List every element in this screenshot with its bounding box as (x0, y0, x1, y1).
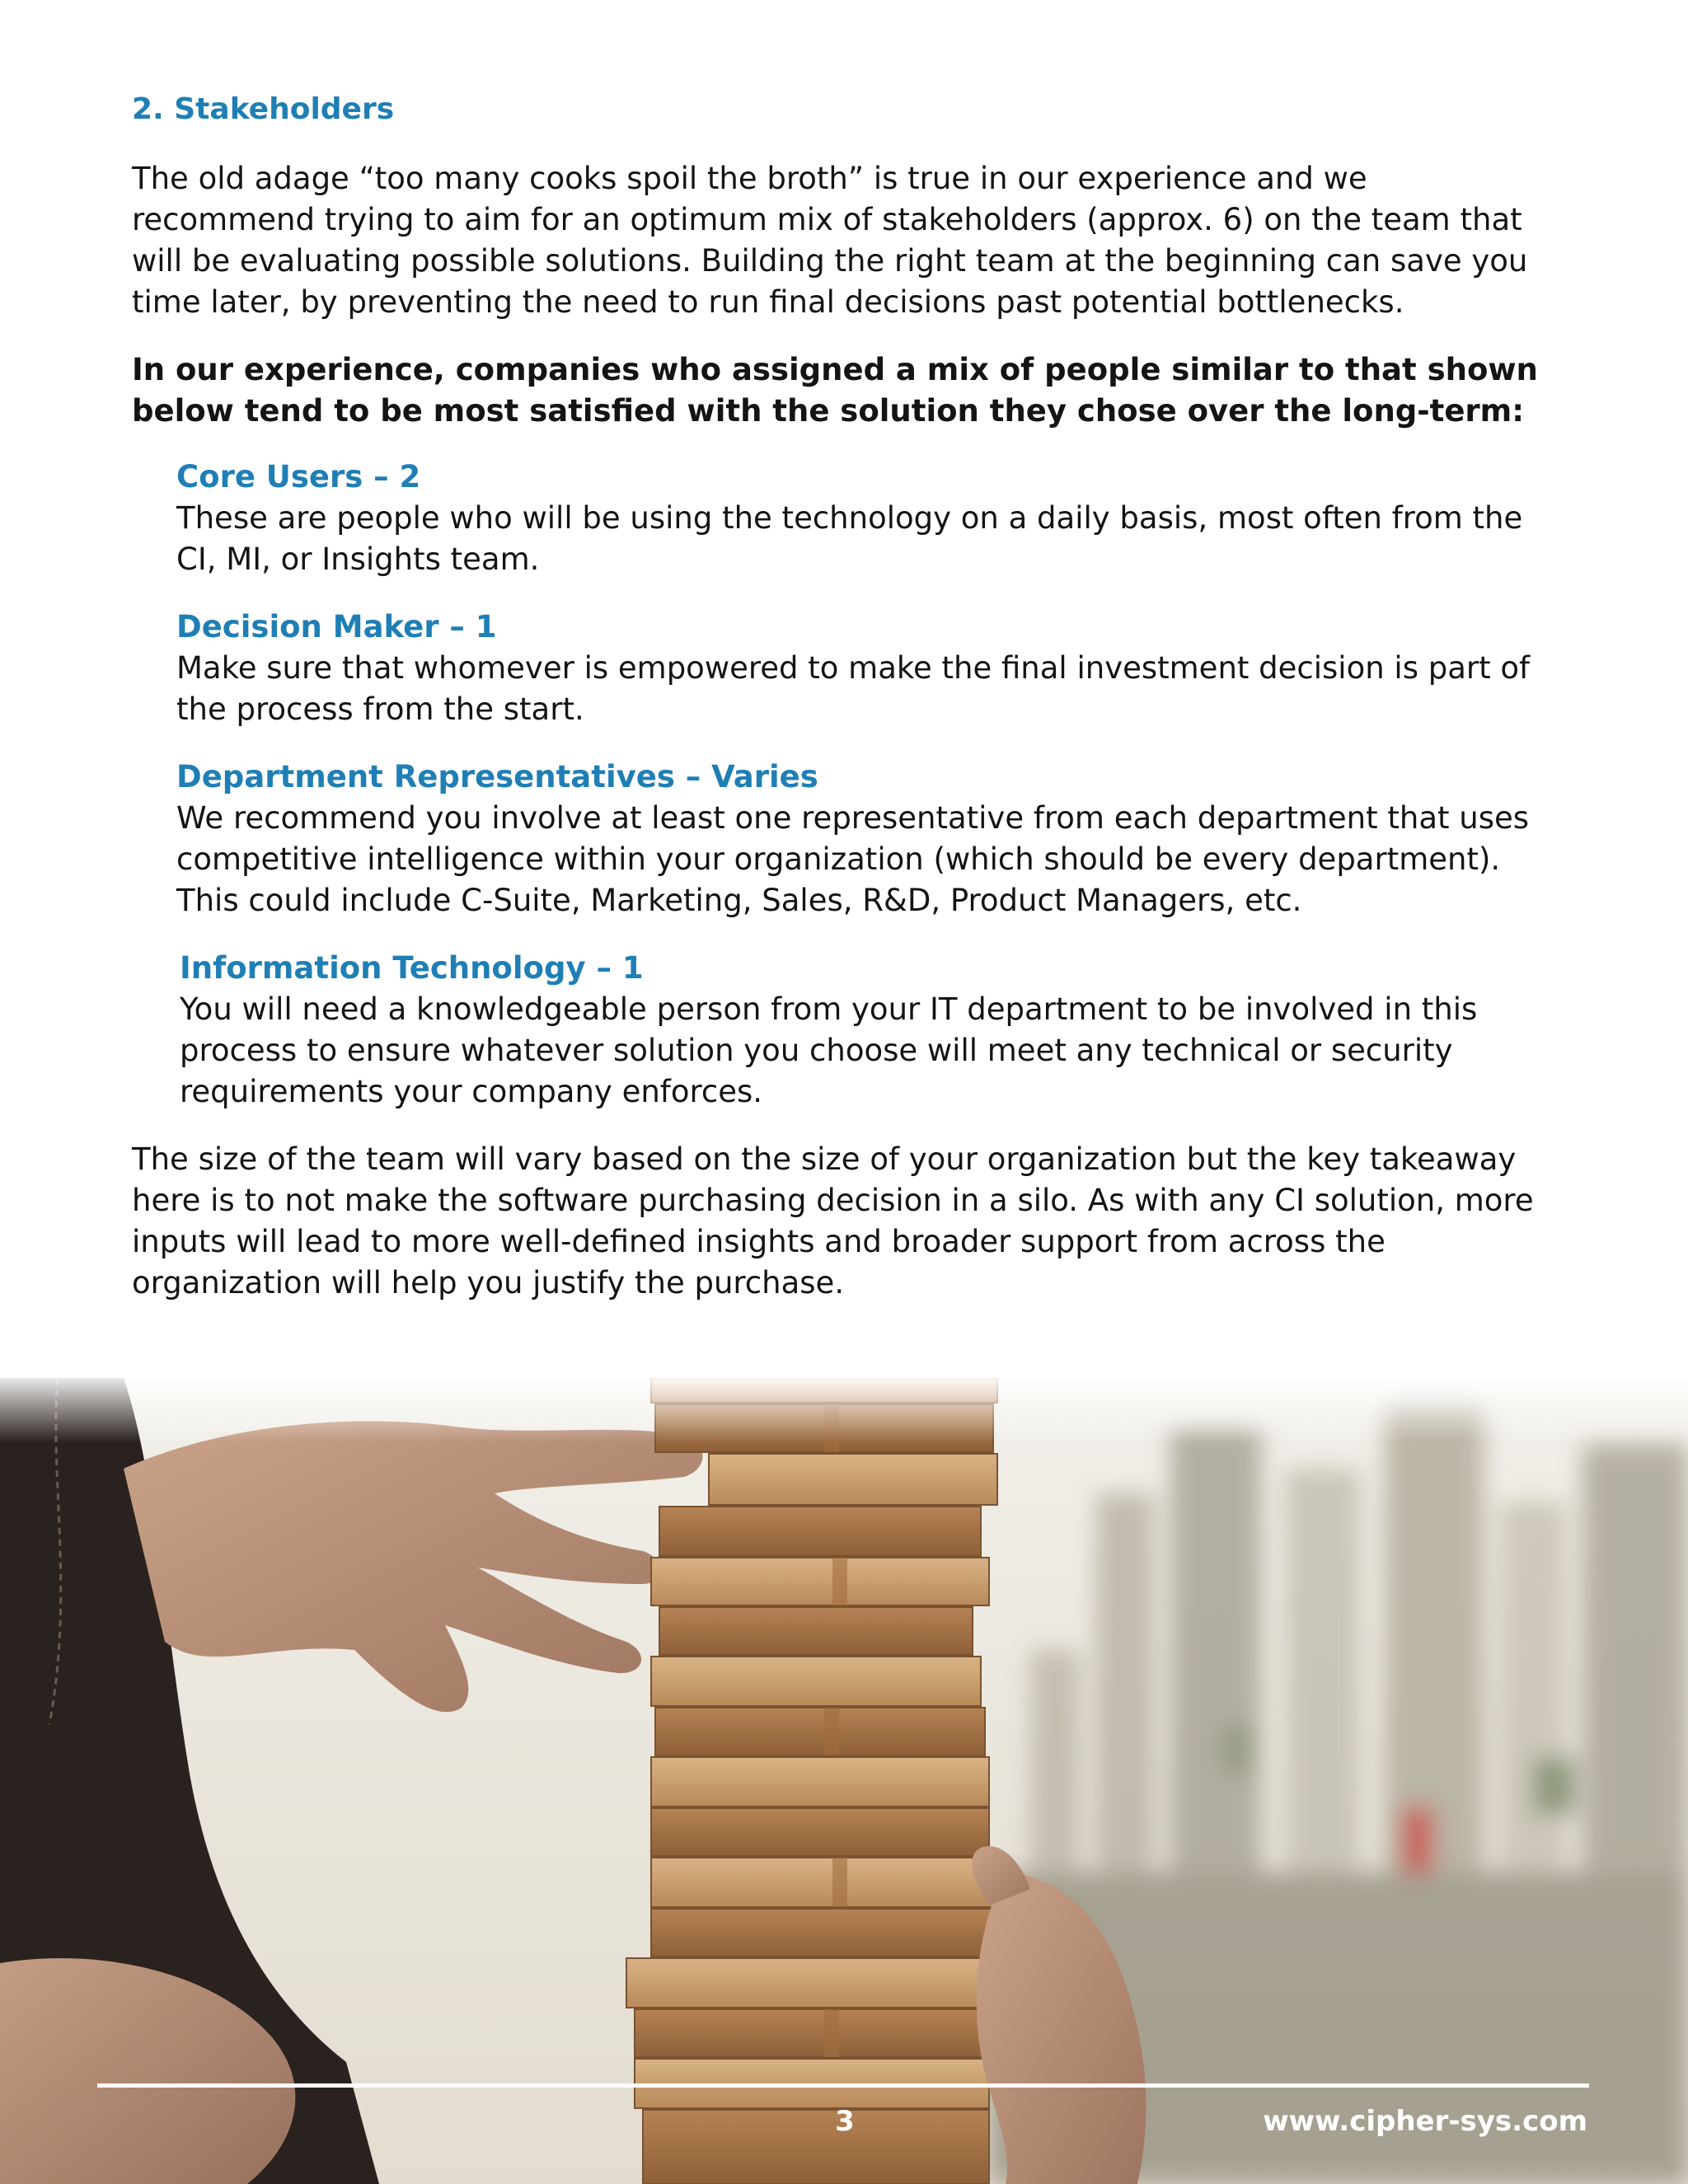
role-description: We recommend you involve at least one representative from each department that uses competitive intelligence within your organization (which should be every department). This could include C-Suite, Marketing, Sales, R&D, Product Managers, etc. (176, 800, 1530, 918)
role-core-users (176, 457, 1558, 580)
role-title: Information Technology – 1 (180, 950, 644, 986)
role-decision-maker (176, 607, 1558, 730)
role-department-representatives (176, 757, 1558, 921)
lead-paragraph: In our experience, companies who assigned a mix of people similar to that shown below tend to be most satisfied with the solution they chose over the long-term: (132, 352, 1538, 429)
role-description: You will need a knowledgeable person from your IT department to be involved in this process to ensure whatever solution you choose will meet any technical or security requirements your company enforces. (180, 991, 1478, 1109)
section-title: 2. Stakeholders (132, 92, 395, 126)
footer-rule (97, 2083, 1589, 2088)
page-content (132, 89, 1558, 1330)
role-title: Core Users – 2 (176, 459, 421, 494)
role-title: Department Representatives – Varies (176, 759, 818, 794)
intro-paragraph: The old adage “too many cooks spoil the broth” is true in our experience and we recommend trying to aim for an optimum mix of stakeholders (approx. 6) on the team that will be evaluating possible solutions. Building the right team at the beginning can save you time later, by preventing the need to run final decisions past potential bottlenecks. (132, 161, 1528, 320)
role-description: These are people who will be using the technology on a daily basis, most often from the CI, MI, or Insights team. (176, 500, 1523, 577)
role-title: Decision Maker – 1 (176, 609, 497, 644)
role-information-technology (180, 948, 1558, 1113)
closing-paragraph: The size of the team will vary based on the size of your organization but the key takeaway here is to not make the software purchasing decision in a silo. As with any CI solution, more inputs will lead to more well-defined insights and broader support from across the organization will help you justify the purchase. (132, 1141, 1534, 1301)
jenga-tower-photo (0, 1378, 1688, 2184)
role-description: Make sure that whomever is empowered to make the final investment decision is part of the process from the start. (176, 650, 1531, 727)
website-link[interactable]: www.cipher-sys.com (1263, 2105, 1587, 2138)
page-number: 3 (835, 2105, 855, 2138)
